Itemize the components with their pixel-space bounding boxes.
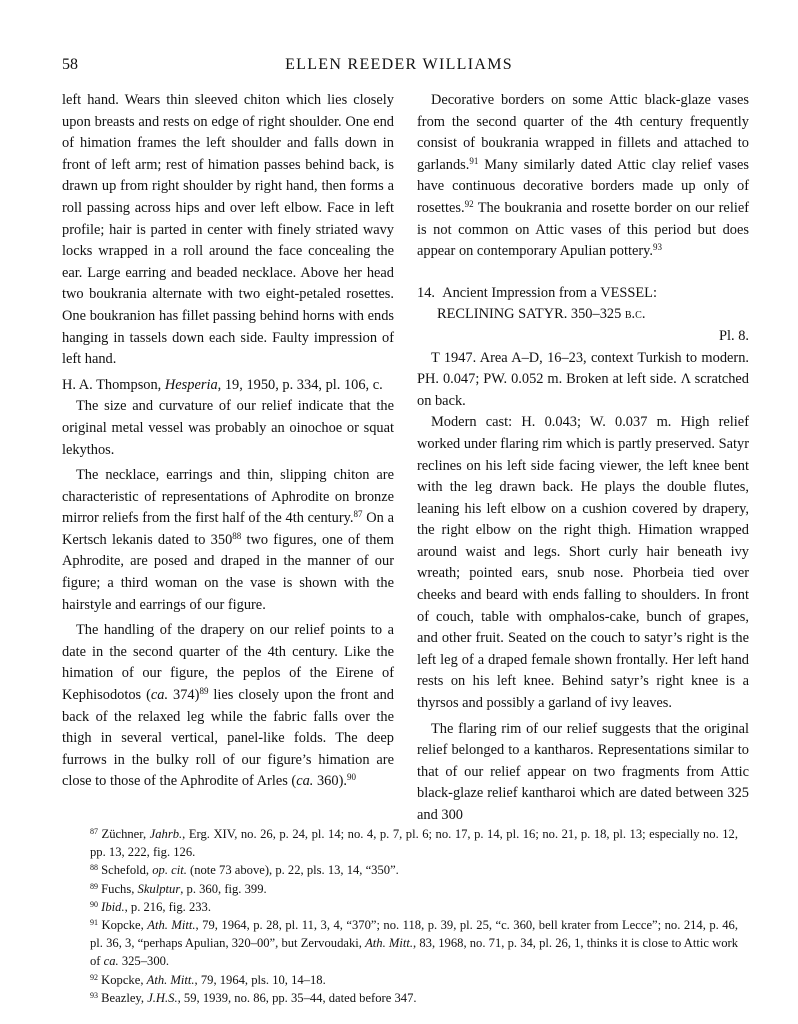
paragraph-satyr-description: Modern cast: H. 0.043; W. 0.037 m. High relief worked under flaring rim which is partly preserved. Satyr reclines on his left side facing viewer, the left knee bent with the leg drawn back. He plays the double flutes, leaning his left elbow on a cushion covered by drapery, the right elbow on the right thigh. Himation wrapped around waist and legs. Short curly hair beneath ivy wreath; pointed ears, snub nose. Phorbeia tied over cheeks and beard with ends falling to shoulders. In front of couch, table with omphalos-cake, bunch of grapes, and other fruit. Seated on the couch to satyr’s right is the left leg of a draped female shown frontally. Her left hand rests on his left knee. Behind satyr’s right knee is a thyrsos and possibly a garland of ivy leaves. (417, 414, 749, 712)
footnotes (62, 825, 738, 1007)
paragraph-inventory: T 1947. Area A–D, 16–23, context Turkish to modern. PH. 0.047; PW. 0.052 m. Broken at left side. Λ scratched on back. (417, 349, 749, 409)
footnote-88: $^{88}$ Schefold, op. cit. (note 73 above), p. 22, pls. 13, 14, “350”. (90, 863, 399, 878)
left-column (62, 90, 394, 793)
footnote-ref: 88 (232, 530, 242, 541)
catalogue-entry-heading: 14. Ancient Impression from a VESSEL: RECLINING SATYR. 350–325 b.c. Pl. 8. (417, 283, 749, 348)
footnote-90: $^{90}$ Ibid., p. 216, fig. 233. (90, 899, 211, 914)
footnote-89: $^{89}$ Fuchs, Skulptur, p. 360, fig. 399. (90, 881, 267, 896)
paragraph-kantharos: The flaring rim of our relief suggests that the original relief belonged to a kantharos. Representations similar to that of our relief appear on two fragments from Attic black-glaze relief kantharoi which are dated between 325 and 300 (417, 720, 749, 823)
paragraph-aphrodite: The necklace, earrings and thin, slipping chiton are characteristic of representations of Aphrodite on bronze mirror reliefs from the first half of the 4th century.$^{87}$ On a Kertsch lekanis dated to $350^{88}$ two figures, one of them Aphrodite, are posed and draped in the manner of our figure; a third woman on the vase is shown with the hairstyle and earrings of our figure. (62, 467, 395, 613)
footnote-ref: 92 (464, 198, 474, 209)
paragraph-drapery: The handling of the drapery on our relief points to a date in the second quarter of the 4th century. Like the himation of our figure, the peplos of the Eirene of Kephisodotos (ca. 374)$^{89}$ lies closely upon the front and back of the relaxed leg while the fabric falls over the thigh in several vertical, panel-like folds. The deep furrows in the bulky roll of our figure’s himation are close to those of the Aphrodite of Arles (ca. 360).$^{90}$ (62, 622, 395, 790)
running-title: ELLEN REEDER WILLIAMS (285, 56, 513, 73)
page-number: 58 (62, 56, 78, 73)
right-column (417, 90, 749, 827)
footnote-ref: 93 (653, 242, 663, 253)
footnote-91: $^{91}$ Kopcke, Ath. Mitt., 79, 1964, p. 28, pl. 11, 3, 4, “370”; no. 118, p. 39, pl. 25, “c. 360, bell krater from Lecce”; no. 214, p. 46, pl. 36, 3, “perhaps Apulian, 320–00”, but Zervoudaki, Ath. Mitt., 83, 1968, no. 71, p. 34, pl. 26, 1, thinks it is close to Attic work of ca. 325–300. (90, 918, 739, 969)
footnote-93: $^{93}$ Beazley, J.H.S., 59, 1939, no. 86, pp. 35–44, dated before 347. (90, 990, 417, 1005)
footnote-ref: 90 (346, 772, 356, 783)
footnote-ref: 91 (469, 155, 479, 166)
catalogue-number: 14. (417, 284, 435, 301)
plate-reference: Pl. 8. (719, 327, 749, 344)
paragraph-description: left hand. Wears thin sleeved chiton which lies closely upon breasts and rests on edge of right shoulder. One end of himation frames the left shoulder and falls down in front of left arm; rest of himation passes behind back, is drawn up from right shoulder by right hand, then forms a roll passing across hips and over left elbow. Face in left profile; hair is parted in center with finely striated wavy locks wrapped in a roll around the face concealing the ear. Large earring and beaded necklace. Above her head two boukrania alternate with two eight-petaled rosettes. One boukranion has fillet passing behind horns with ends hanging in tassels down each side. Faulty impression of left hand. (62, 92, 394, 368)
paragraph-borders: Decorative borders on some Attic black-glaze vases from the second quarter of the 4th century frequently consist of boukrania wrapped in fillets and attached to garlands.$^{91}$ Many similarly dated Attic clay relief vases have continuous decorative borders made up only of rosettes.$^{92}$ The boukrania and rosette border on our relief is not common on Attic vases of this period but does appear on contemporary Apulian pottery.$^{93}$ (417, 92, 749, 260)
footnote-92: $^{92}$ Kopcke, Ath. Mitt., 79, 1964, pls. 10, 14–18. (90, 972, 326, 987)
bibliographic-reference: H. A. Thompson, Hesperia, 19, 1950, p. 334, pl. 106, c. (62, 376, 383, 393)
footnote-ref: 89 (199, 686, 209, 697)
footnote-ref: 87 (353, 509, 363, 520)
footnote-87: $^{87}$ Züchner, Jahrb., Erg. XIV, no. 26, p. 24, pl. 14; no. 4, p. 7, pl. 6; no. 17, p. 14, pl. 16; no. 21, p. 18, pl. 13; especially no. 12, pp. 13, 222, fig. 126. (90, 827, 738, 860)
paragraph-vessel-shape: The size and curvature of our relief indicate that the original metal vessel was probably an oinochoe or squat lekythos. (62, 398, 394, 458)
catalogue-title: Ancient Impression from a VESSEL: (442, 284, 657, 301)
